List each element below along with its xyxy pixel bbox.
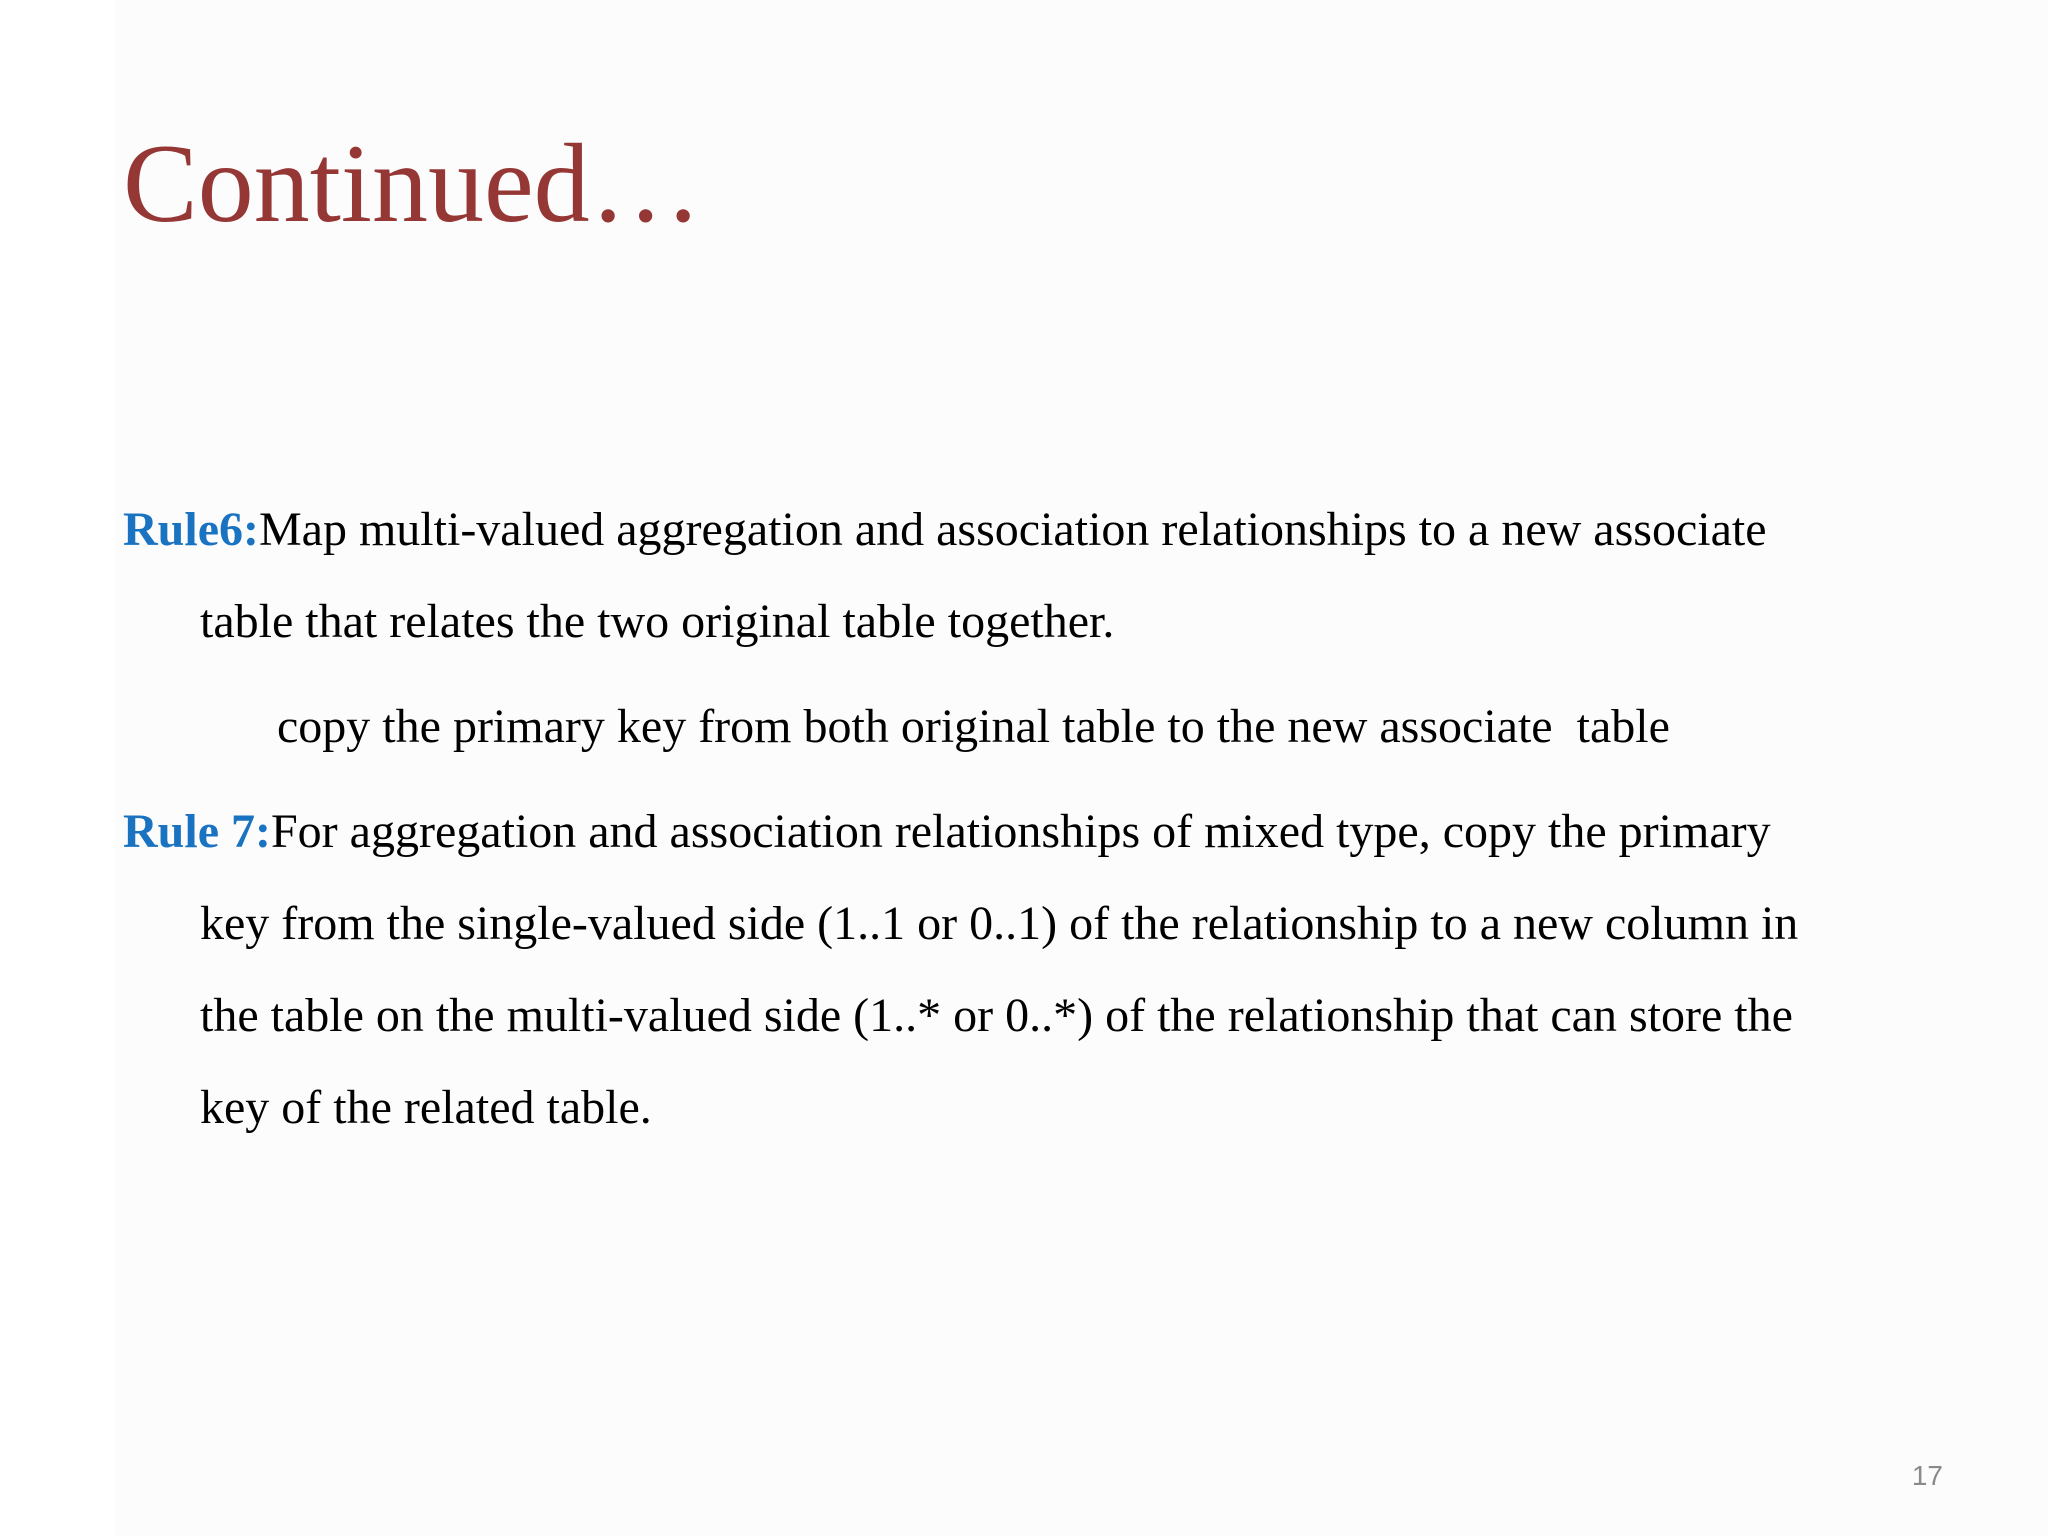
rule7-label: Rule 7: [123,805,271,858]
rule7-text-line-3: the table on the multi-valued side (1..* or 0..*) of the relationship that can store the [200,989,1793,1042]
rule7-text-line-1: For aggregation and association relationships of mixed type, copy the primary [270,805,1771,858]
rule6-first-line [123,503,1767,556]
rule6-label: Rule6: [123,503,259,556]
rule7-text-line-4: key of the related table. [200,1081,652,1134]
rule6-text-line-2: table that relates the two original table together. [200,595,1115,648]
rule7-first-line [123,805,1771,858]
page-number: 17 [1911,1460,1943,1491]
rule7-text-line-2: key from the single-valued side (1..1 or 0..1) of the relationship to a new column in [200,897,1799,950]
rule6-text-line-1: Map multi-valued aggregation and association relationships to a new associate [258,503,1767,556]
slide-title: Continued… [123,122,702,246]
rule6-sub-point: copy the primary key from both original table to the new associate table [277,700,1670,753]
